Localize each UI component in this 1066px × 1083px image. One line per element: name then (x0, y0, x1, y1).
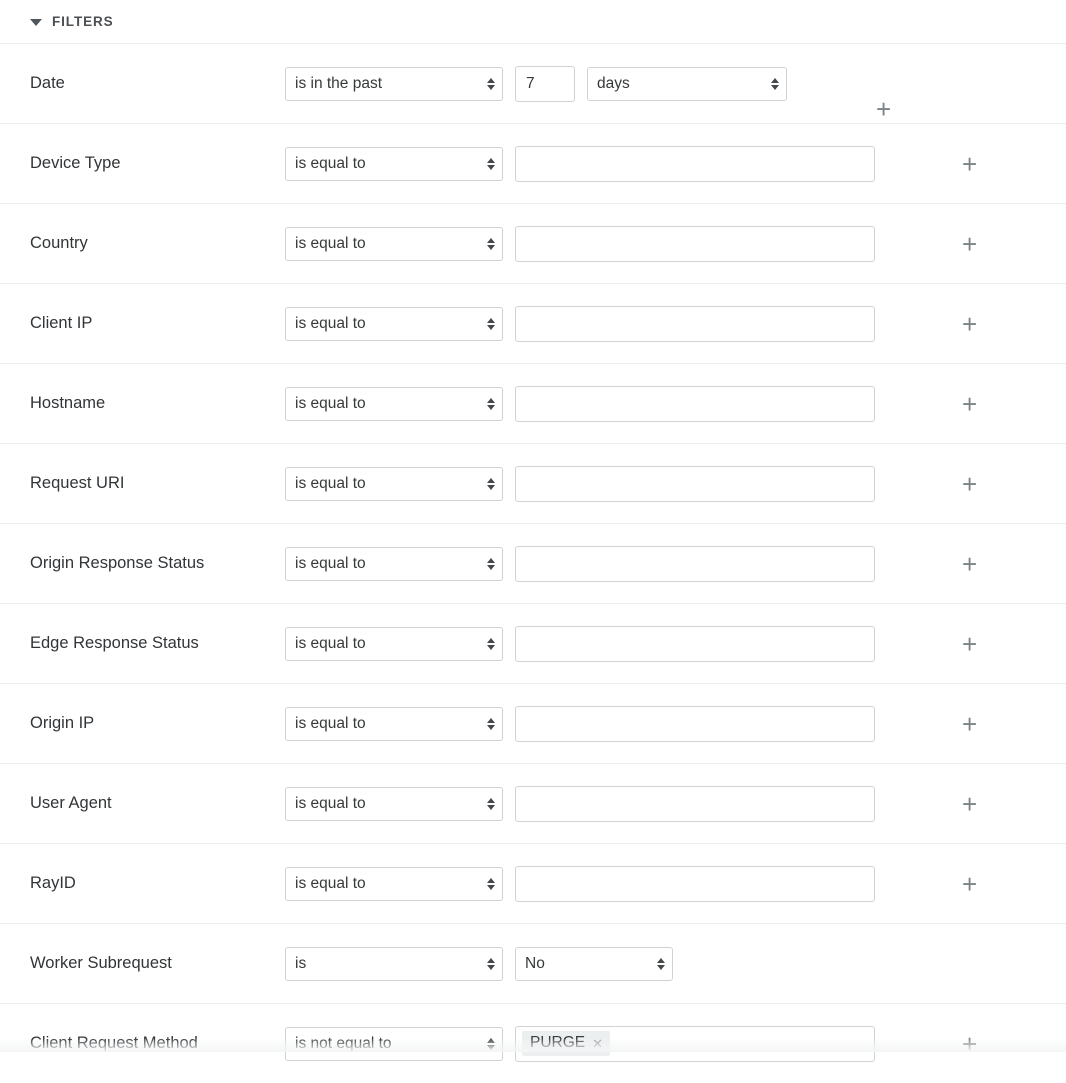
value-input-origin-ip[interactable] (515, 706, 875, 742)
filter-label-client-request-method: Client Request Method (30, 1034, 285, 1054)
filter-label-country: Country (30, 234, 285, 254)
operator-select-wrap-origin-response-status[interactable] (285, 547, 503, 581)
operator-select-wrap-date[interactable] (285, 67, 503, 101)
operator-select-wrap-origin-ip[interactable] (285, 707, 503, 741)
plus-icon[interactable]: + (962, 471, 977, 497)
bool-select-worker-subrequest[interactable] (515, 947, 673, 981)
value-input-edge-response-status[interactable] (515, 626, 875, 662)
operator-select-hostname[interactable] (285, 387, 503, 421)
filter-row (0, 603, 1066, 683)
value-input-rayid[interactable] (515, 866, 875, 902)
value-input-user-agent[interactable] (515, 786, 875, 822)
plus-icon[interactable]: + (876, 96, 891, 122)
operator-select-device-type[interactable] (285, 147, 503, 181)
value-input-origin-response-status[interactable] (515, 546, 875, 582)
date-number-input[interactable] (515, 66, 575, 102)
filter-row (0, 203, 1066, 283)
value-input-request-uri[interactable] (515, 466, 875, 502)
filter-label-user-agent: User Agent (30, 794, 285, 814)
bool-select-wrap-worker-subrequest[interactable] (515, 947, 673, 981)
filter-label-date: Date (30, 74, 285, 94)
filter-label-edge-response-status: Edge Response Status (30, 634, 285, 654)
operator-select-wrap-edge-response-status[interactable] (285, 627, 503, 661)
filter-row (0, 283, 1066, 363)
operator-select-wrap-user-agent[interactable] (285, 787, 503, 821)
filter-row (0, 443, 1066, 523)
value-input-country[interactable] (515, 226, 875, 262)
plus-icon[interactable]: + (962, 391, 977, 417)
unit-select-wrap-date[interactable] (587, 67, 787, 101)
filter-label-origin-response-status: Origin Response Status (30, 554, 285, 574)
filter-row (0, 923, 1066, 1003)
filter-label-device-type: Device Type (30, 154, 285, 174)
filter-row (0, 523, 1066, 603)
plus-icon[interactable]: + (962, 551, 977, 577)
filter-label-request-uri: Request URI (30, 474, 285, 494)
filter-row (0, 843, 1066, 923)
bottom-fade (0, 1038, 1066, 1052)
filter-row (0, 43, 1066, 123)
plus-icon[interactable]: + (962, 631, 977, 657)
operator-select-wrap-hostname[interactable] (285, 387, 503, 421)
filter-label-worker-subrequest: Worker Subrequest (30, 954, 285, 974)
plus-icon[interactable]: + (962, 231, 977, 257)
value-input-device-type[interactable] (515, 146, 875, 182)
operator-select-edge-response-status[interactable] (285, 627, 503, 661)
operator-select-wrap-worker-subrequest[interactable] (285, 947, 503, 981)
filters-header[interactable] (0, 0, 1066, 43)
filter-row (0, 363, 1066, 443)
operator-select-wrap-client-ip[interactable] (285, 307, 503, 341)
close-icon[interactable]: ✕ (592, 1037, 603, 1050)
operator-select-rayid[interactable] (285, 867, 503, 901)
token-label: PURGE (530, 1034, 585, 1052)
operator-select-origin-response-status[interactable] (285, 547, 503, 581)
operator-select-country[interactable] (285, 227, 503, 261)
plus-icon[interactable]: + (962, 311, 977, 337)
filters-title: FILTERS (52, 14, 114, 29)
operator-select-client-ip[interactable] (285, 307, 503, 341)
caret-down-icon[interactable] (30, 19, 42, 26)
operator-select-origin-ip[interactable] (285, 707, 503, 741)
filter-label-hostname: Hostname (30, 394, 285, 414)
operator-select-wrap-device-type[interactable] (285, 147, 503, 181)
operator-select-wrap-country[interactable] (285, 227, 503, 261)
filter-label-rayid: RayID (30, 874, 285, 894)
plus-icon[interactable]: + (962, 791, 977, 817)
operator-select-user-agent[interactable] (285, 787, 503, 821)
operator-select-worker-subrequest[interactable] (285, 947, 503, 981)
plus-icon[interactable]: + (962, 711, 977, 737)
plus-icon[interactable]: + (962, 1031, 977, 1057)
operator-select-wrap-rayid[interactable] (285, 867, 503, 901)
filter-label-origin-ip: Origin IP (30, 714, 285, 734)
filter-row (0, 123, 1066, 203)
operator-select-request-uri[interactable] (285, 467, 503, 501)
filter-label-client-ip: Client IP (30, 314, 285, 334)
filter-row (0, 763, 1066, 843)
value-input-client-ip[interactable] (515, 306, 875, 342)
operator-select-wrap-request-uri[interactable] (285, 467, 503, 501)
value-input-hostname[interactable] (515, 386, 875, 422)
operator-select-date[interactable] (285, 67, 503, 101)
plus-icon[interactable]: + (962, 871, 977, 897)
plus-icon[interactable]: + (962, 151, 977, 177)
filter-row (0, 683, 1066, 763)
unit-select-date[interactable] (587, 67, 787, 101)
